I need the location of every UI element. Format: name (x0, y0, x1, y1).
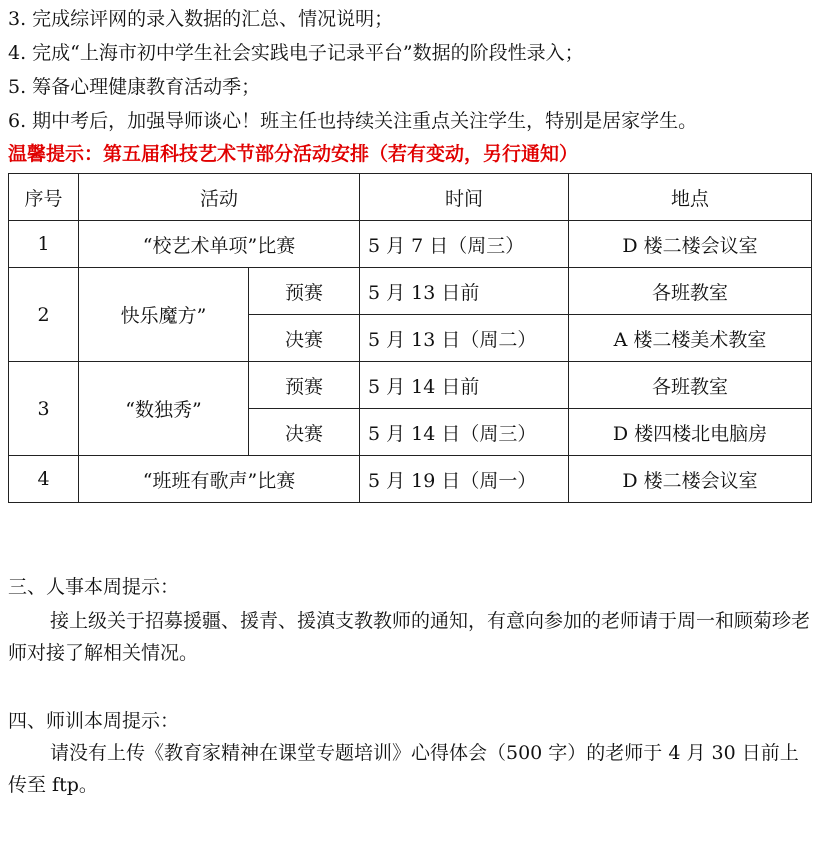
activity-schedule-table (8, 173, 812, 503)
row-stage: 预赛 (249, 362, 360, 409)
header-place: 地点 (569, 174, 812, 221)
list-item-5: 5. 筹备心理健康教育活动季； (8, 76, 261, 98)
row-place: A 楼二楼美术教室 (569, 315, 812, 362)
list-item-3: 3. 完成综评网的录入数据的汇总、情况说明； (8, 8, 394, 30)
row-number: 1 (9, 221, 79, 268)
row-time: 5 月 13 日（周二） (360, 315, 569, 362)
row-number: 3 (9, 362, 79, 456)
section-heading-training: 四、师训本周提示： (8, 710, 180, 732)
warm-notice: 温馨提示：第五届科技艺术节部分活动安排（若有变动，另行通知） (8, 143, 579, 165)
table-header-row (9, 174, 812, 221)
section-heading-personnel: 三、人事本周提示： (8, 576, 180, 598)
row-place: D 楼二楼会议室 (569, 221, 812, 268)
row-activity: “校艺术单项”比赛 (79, 221, 360, 268)
row-time: 5 月 7 日（周三） (360, 221, 569, 268)
header-time: 时间 (360, 174, 569, 221)
section-body-training: 请没有上传《教育家精神在课堂专题培训》心得体会（500 字）的老师于 4 月 30 日前上传至 ftp。 (8, 742, 799, 796)
row-activity: 快乐魔方” (79, 268, 249, 362)
row-number: 4 (9, 456, 79, 503)
table-row (9, 268, 812, 315)
row-place: 各班教室 (569, 268, 812, 315)
row-place: D 楼四楼北电脑房 (569, 409, 812, 456)
row-time: 5 月 14 日前 (360, 362, 569, 409)
row-number: 2 (9, 268, 79, 362)
row-place: D 楼二楼会议室 (569, 456, 812, 503)
list-item-4: 4. 完成“上海市初中学生社会实践电子记录平台”数据的阶段性录入； (8, 42, 584, 64)
row-time: 5 月 13 日前 (360, 268, 569, 315)
header-activity: 活动 (79, 174, 360, 221)
header-number: 序号 (9, 174, 79, 221)
row-stage: 预赛 (249, 268, 360, 315)
row-activity: “班班有歌声”比赛 (79, 456, 360, 503)
table-row (9, 221, 812, 268)
row-time: 5 月 14 日（周三） (360, 409, 569, 456)
list-item-6: 6. 期中考后，加强导师谈心！班主任也持续关注重点关注学生，特别是居家学生。 (8, 110, 698, 132)
row-time: 5 月 19 日（周一） (360, 456, 569, 503)
row-place: 各班教室 (569, 362, 812, 409)
table-row (9, 362, 812, 409)
table-row (9, 456, 812, 503)
row-activity: “数独秀” (79, 362, 249, 456)
section-body-personnel: 接上级关于招募援疆、援青、援滇支教教师的通知，有意向参加的老师请于周一和顾菊珍老师对接了解相关情况。 (8, 610, 811, 664)
row-stage: 决赛 (249, 409, 360, 456)
row-stage: 决赛 (249, 315, 360, 362)
